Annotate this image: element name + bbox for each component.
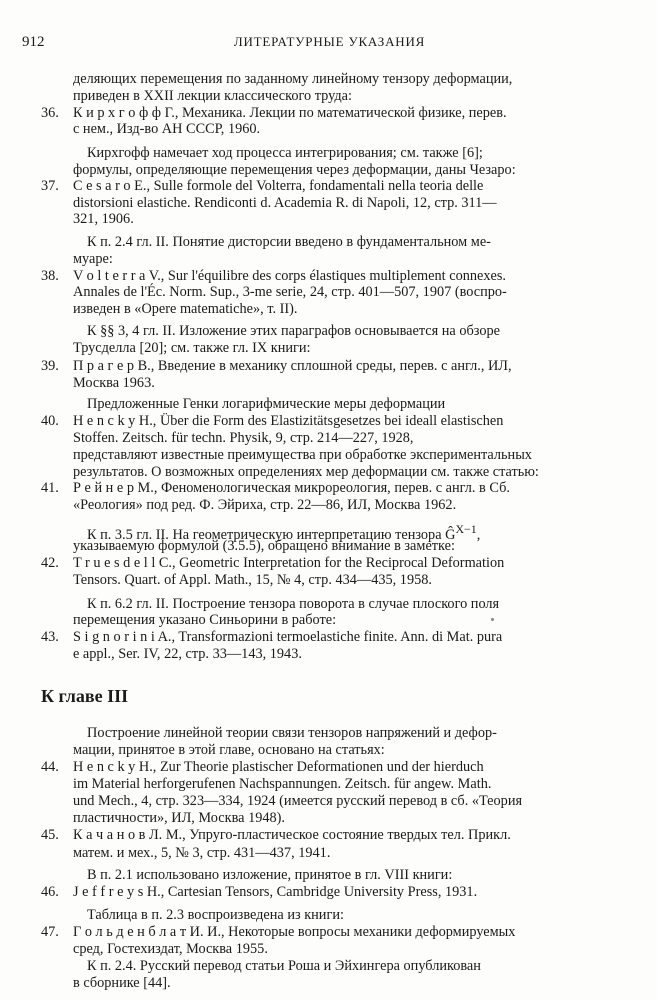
- note-line: К §§ 3, 4 гл. II. Изложение этих параграфов основывается на обзоре: [87, 323, 500, 340]
- ref-number: 47.: [41, 923, 59, 940]
- reference-line: Москва 1963.: [73, 374, 155, 391]
- ref-number: 46.: [41, 884, 59, 901]
- note-line: Трусделла [20]; см. также гл. IX книги:: [73, 340, 311, 357]
- note-line: перемещения указано Синьорини в работе:: [73, 611, 337, 628]
- reference-line: H e n c k y H., Über die Form des Elastizitätsgesetzes bei ideall elastischen: [73, 413, 504, 430]
- reference-line: T r u e s d e l l C., Geometric Interpretation for the Reciprocal Deformation: [73, 555, 505, 572]
- reference-line: distorsioni elastiche. Rendiconti d. Academia R. di Napoli, 12, стр. 311—: [73, 194, 497, 211]
- reference-line: 321, 1906.: [73, 210, 134, 227]
- page-header: [22, 34, 637, 54]
- ref-number: 44.: [41, 759, 59, 776]
- note-line: в сборнике [44].: [73, 975, 171, 991]
- reference-line: V o l t e r r a V., Sur l'équilibre des corps élastiques multiplement connexes.: [73, 267, 506, 284]
- reference-line: с нем., Изд-во АН СССР, 1960.: [73, 121, 261, 138]
- text-line: приведен в XXII лекции классического труда:: [73, 88, 352, 105]
- reference-line: Stoffen. Zeitsch. für techn. Physik, 9, стр. 214—227, 1928,: [73, 430, 414, 447]
- reference-line: сред, Гостехиздат, Москва 1955.: [73, 940, 268, 957]
- reference-line: П р а г е р В., Введение в механику сплошной среды, перев. с англ., ИЛ,: [73, 357, 512, 374]
- note-line: Построение линейной теории связи тензоров напряжений и дефор-: [87, 725, 497, 742]
- ref-number: 39.: [41, 357, 59, 374]
- note-line: формулы, определяющие перемещения через деформации, даны Чезаро:: [73, 161, 516, 178]
- ref-number: 40.: [41, 413, 59, 430]
- note-line: В п. 2.1 использовано изложение, принятое в гл. VIII книги:: [87, 867, 453, 884]
- reference-line: Р е й н е р М., Феноменологическая микрореология, перев. с англ. в Сб.: [73, 480, 510, 497]
- reference-line: e appl., Ser. IV, 22, стр. 33—143, 1943.: [73, 645, 302, 662]
- reference-line: «Реология» под ред. Ф. Эйриха, стр. 22—86, ИЛ, Москва 1962.: [73, 497, 457, 514]
- reference-line: матем. и мех., 5, № 3, стр. 431—437, 1941.: [73, 844, 331, 861]
- ref-number: 41.: [41, 480, 59, 497]
- reference-line: und Mech., 4, стр. 323—334, 1924 (имеется русский перевод в сб. «Теория: [73, 793, 523, 810]
- reference-line: S i g n o r i n i A., Transformazioni termoelastiche finite. Ann. di Mat. pura: [73, 628, 503, 645]
- note-line: К п. 2.4 гл. II. Понятие дисторсии введено в фундаментальном ме-: [87, 233, 491, 250]
- reference-line: изведен в «Opere matematiche», т. II).: [73, 300, 298, 317]
- reference-line: пластичности», ИЛ, Москва 1948).: [73, 810, 285, 827]
- note-line: К п. 6.2 гл. II. Построение тензора поворота в случае плоского поля: [87, 595, 500, 612]
- reference-line: К и р х г о ф ф Г., Механика. Лекции по математической физике, перев.: [73, 105, 507, 122]
- ref-number: 43.: [41, 628, 59, 645]
- text-line: деляющих перемещения по заданному линейному тензору деформации,: [73, 71, 513, 87]
- note-line: К п. 3.5 гл. II. На геометрическую интерпретацию тензора $Ĝ^{X-1}$,: [87, 522, 481, 543]
- note-line: Таблица в п. 2.3 воспроизведена из книги:: [87, 906, 344, 923]
- note-line: указываемую формулой (3.5.5), обращено внимание в заметке:: [73, 538, 455, 555]
- reference-line: H e n c k y H., Zur Theorie plastischer Deformationen und der hierduch: [73, 759, 484, 776]
- speck-mark: [491, 618, 494, 621]
- note-line: результатов. О возможных определениях мер деформации см. также статью:: [73, 464, 539, 481]
- page-number: 912: [22, 34, 45, 50]
- chapter-heading: К главе III: [41, 685, 129, 706]
- ref-number: 37.: [41, 177, 59, 194]
- ref-number: 38.: [41, 267, 59, 284]
- reference-line: J e f f r e y s H., Cartesian Tensors, Cambridge University Press, 1931.: [73, 884, 478, 901]
- ref-number: 42.: [41, 555, 59, 572]
- note-line: Кирхгофф намечает ход процесса интегрирования; см. также [6];: [87, 144, 483, 161]
- ref-number: 36.: [41, 105, 59, 122]
- note-line: представляют известные преимущества при обработке экспериментальных: [73, 447, 532, 464]
- note-line: Предложенные Генки логарифмические меры деформации: [87, 396, 446, 413]
- note-line: мации, принятое в этой главе, основано на статьях:: [73, 742, 385, 759]
- ref-number: 45.: [41, 827, 59, 844]
- note-line: муаре:: [73, 250, 113, 267]
- note-line: К п. 2.4. Русский перевод статьи Роша и Эйхингера опубликован: [87, 957, 481, 974]
- reference-line: C e s a r o E., Sulle formole del Volterra, fondamentali nella teoria delle: [73, 177, 484, 194]
- reference-line: Г о л ь д е н б л а т И. И., Некоторые вопросы механики деформируемых: [73, 923, 516, 940]
- reference-line: im Material herforgerufenen Nachspannungen. Zeitsch. für angew. Math.: [73, 776, 492, 793]
- running-head: ЛИТЕРАТУРНЫЕ УКАЗАНИЯ: [233, 34, 426, 49]
- reference-line: Annales de l'Éc. Norm. Sup., 3-me serie, 24, стр. 401—507, 1907 (воспро-: [73, 283, 507, 300]
- reference-line: Tensors. Quart. of Appl. Math., 15, № 4, стр. 434—435, 1958.: [73, 572, 432, 589]
- reference-line: К а ч а н о в Л. М., Упруго-пластическое состояние твердых тел. Прикл.: [73, 827, 511, 844]
